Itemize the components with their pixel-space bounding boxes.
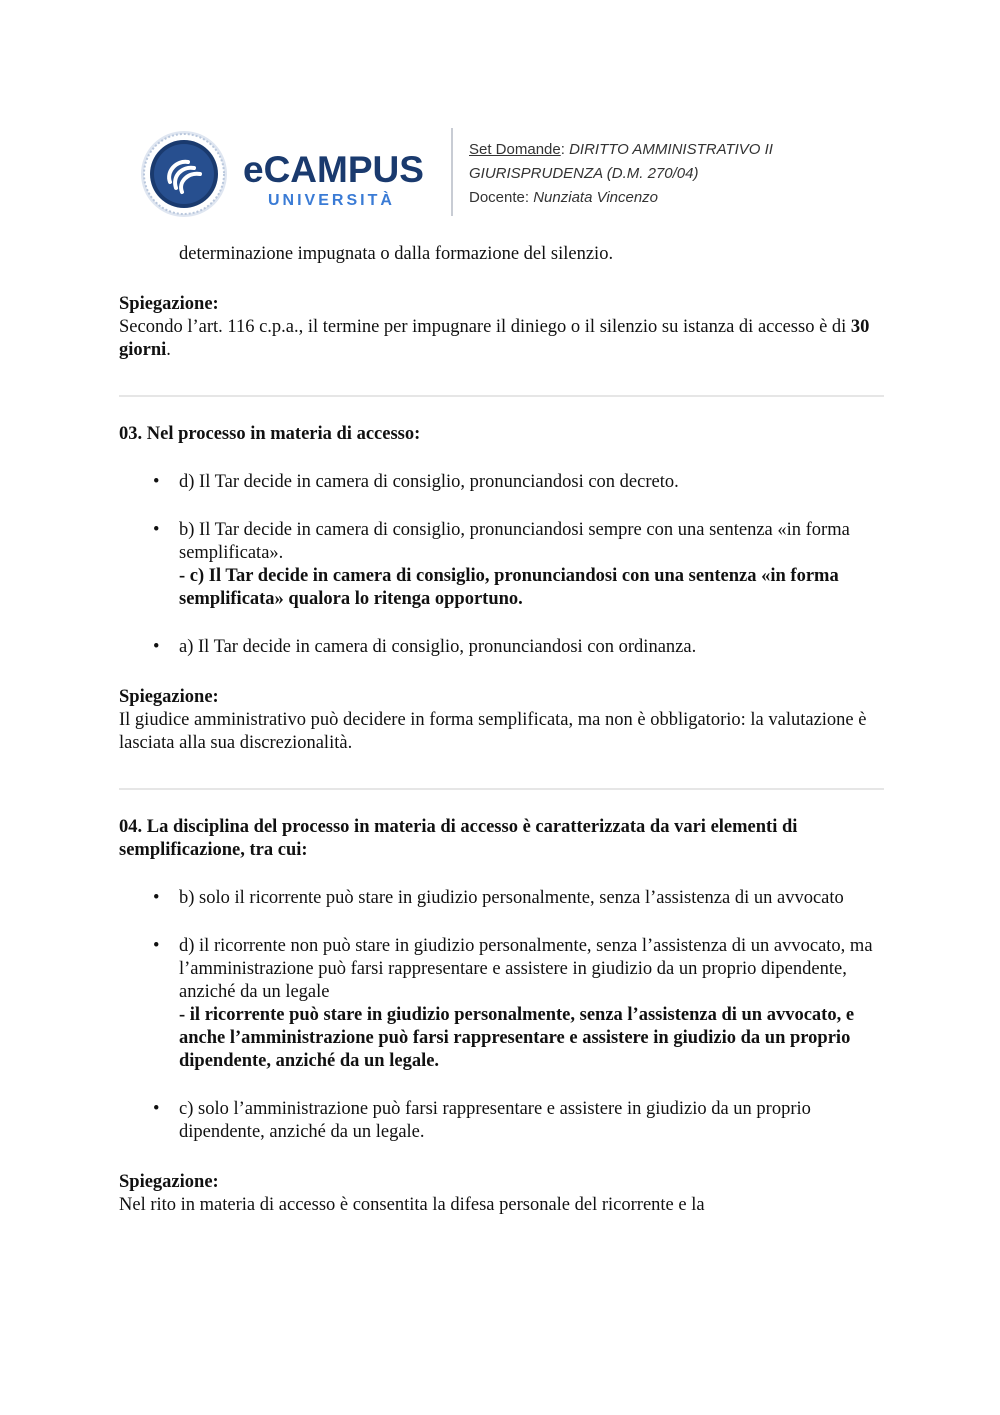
page-header: [0, 0, 1000, 230]
set-label: Set Domande: [469, 141, 561, 158]
teacher-line: [469, 186, 889, 210]
course-set-line: [469, 138, 889, 162]
answer-text: d) il ricorrente non può stare in giudizio personalmente, senza l’assistenza di un avvocato, ma l’amministrazione può farsi rappresentare e assistere in giudizio da un proprio dipendente, anziché da un legale: [179, 936, 873, 1002]
answer-list: [119, 887, 884, 1144]
brand-subtitle: UNIVERSITÀ: [268, 192, 395, 209]
bullet: •: [153, 888, 160, 908]
question-title: 03. Nel processo in materia di accesso:: [119, 424, 421, 444]
explanation-text-end: .: [166, 340, 171, 360]
explanation-text: [119, 316, 884, 362]
document-body: [119, 243, 884, 1217]
question-title: 04. La disciplina del processo in materia di accesso è caratterizzata da vari elementi di semplificazione, tra cui:: [119, 817, 798, 860]
answer-option: [119, 1098, 884, 1144]
correct-answer: - c) Il Tar decide in camera di consiglio, pronunciandosi con una sentenza «in forma semplificata» qualora lo ritenga opportuno.: [179, 566, 839, 609]
answer-text: d) Il Tar decide in camera di consiglio, pronunciandosi con decreto.: [179, 472, 679, 492]
previous-answer-continuation: determinazione impugnata o dalla formazione del silenzio.: [179, 244, 614, 264]
section-divider: [119, 788, 884, 790]
section-divider: [119, 395, 884, 397]
teacher-name: Nunziata Vincenzo: [533, 189, 659, 206]
explanation-text: Nel rito in materia di accesso è consentita la difesa personale del ricorrente e la: [119, 1195, 705, 1215]
answer-option: [119, 935, 884, 1073]
brand-name: eCAMPUS: [243, 149, 424, 190]
answer-text: b) Il Tar decide in camera di consiglio, pronunciandosi sempre con una sentenza «in forma semplificata».: [179, 520, 850, 563]
explanation-heading: Spiegazione:: [119, 294, 219, 314]
course-title-line1: DIRITTO AMMINISTRATIVO II: [569, 141, 773, 158]
header-divider: [451, 128, 453, 216]
answer-option: [119, 887, 884, 910]
bullet: •: [153, 520, 160, 540]
answer-list: [119, 471, 884, 659]
question-03: [119, 423, 884, 755]
explanation-text-part: Secondo l’art. 116 c.p.a., il termine per impugnare il diniego o il silenzio su istanza di accesso è di: [119, 317, 851, 337]
course-info: [469, 138, 889, 210]
set-separator: :: [560, 141, 570, 158]
explanation-emphasis: 30 giorni: [119, 317, 870, 360]
explanation-text: Il giudice amministrativo può decidere in forma semplificata, ma non è obbligatorio: la valutazione è lasciata alla sua discrezionalità.: [119, 710, 867, 753]
explanation-heading: Spiegazione:: [119, 687, 219, 707]
previous-explanation: [119, 293, 884, 362]
answer-text: c) solo l’amministrazione può farsi rappresentare e assistere in giudizio da un proprio dipendente, anziché da un legale.: [179, 1099, 811, 1142]
bullet: •: [153, 472, 160, 492]
university-seal-logo: [140, 130, 228, 218]
answer-text: b) solo il ricorrente può stare in giudizio personalmente, senza l’assistenza di un avvocato: [179, 888, 844, 908]
question-explanation: [119, 686, 884, 755]
answer-option: [119, 636, 884, 659]
question-04: [119, 816, 884, 1217]
bullet: •: [153, 936, 160, 956]
question-explanation: [119, 1171, 884, 1217]
teacher-label: Docente:: [469, 189, 534, 206]
answer-option: [119, 519, 884, 611]
explanation-heading: Spiegazione:: [119, 1172, 219, 1192]
answer-text: a) Il Tar decide in camera di consiglio, pronunciandosi con ordinanza.: [179, 637, 697, 657]
course-title-line2: GIURISPRUDENZA (D.M. 270/04): [469, 165, 699, 182]
answer-option: [119, 471, 884, 494]
bullet: •: [153, 1099, 160, 1119]
correct-answer: - il ricorrente può stare in giudizio personalmente, senza l’assistenza di un avvocato, e anche l’amministrazione può farsi rappresentare e assistere in giudizio da un proprio dipendente, anziché da un legale.: [179, 1005, 855, 1071]
bullet: •: [153, 637, 160, 657]
